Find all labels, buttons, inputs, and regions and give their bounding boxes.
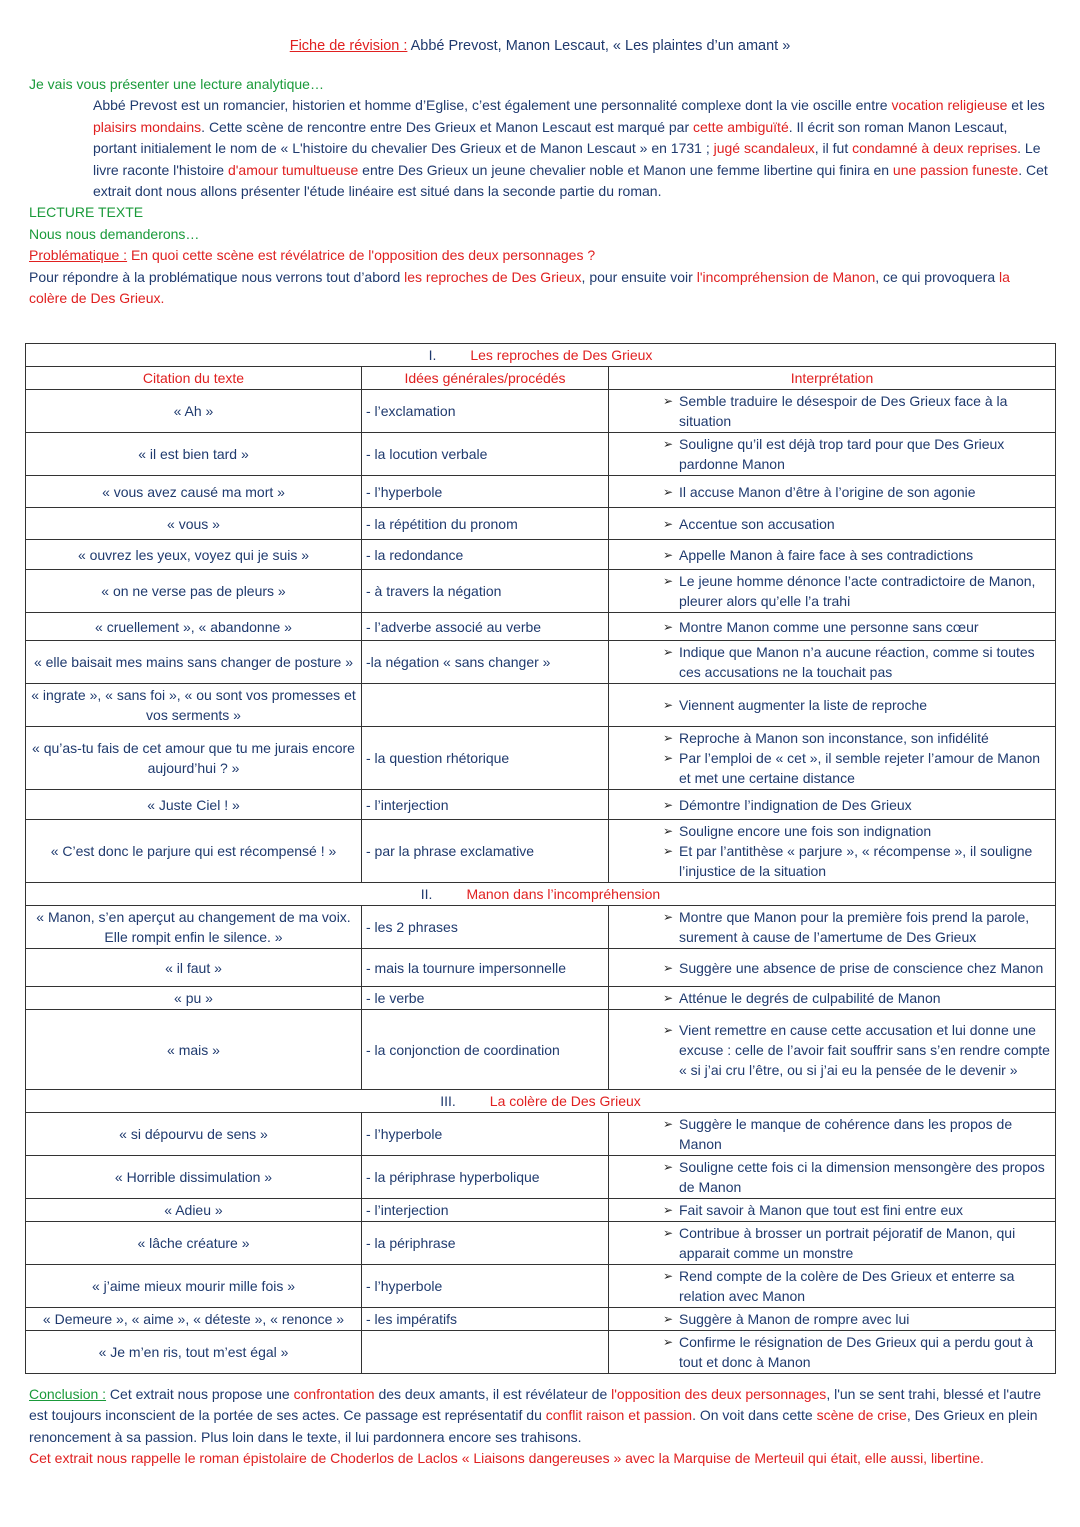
interpretation-bullet	[613, 1200, 1051, 1220]
interpretation-bullet	[613, 1332, 1051, 1372]
citation-cell: « qu’as-tu fais de cet amour que tu me jurais encore aujourd’hui ? »	[26, 727, 362, 790]
citation-cell: « ouvrez les yeux, voyez qui je suis »	[26, 540, 362, 570]
interpretation-text: Viennent augmenter la liste de reproche	[679, 697, 928, 713]
interpretation-bullet	[613, 821, 1051, 841]
interpretation-cell	[609, 508, 1056, 540]
intro-segment: . Cette scène de rencontre entre Des Grieux et Manon Lescaut est marqué par	[201, 118, 693, 135]
arrow-bullet-icon: ➢	[662, 844, 673, 858]
interpretation-text: Suggère le manque de cohérence dans les propos de Manon	[679, 1116, 1013, 1152]
demanderons: Nous nous demanderons…	[29, 225, 200, 242]
arrow-bullet-icon: ➢	[662, 547, 673, 562]
citation-cell: « pu »	[26, 987, 362, 1010]
section-label: La colère de Des Grieux	[489, 1093, 641, 1109]
citation-cell: « ingrate », « sans foi », « ou sont vos promesses et vos serments »	[26, 684, 362, 727]
table-row	[26, 390, 1056, 433]
intro-segment: . Le livre raconte l'histoire	[93, 140, 1041, 178]
arrow-bullet-icon: ➢	[662, 991, 673, 1005]
arrow-bullet-icon: ➢	[662, 484, 673, 499]
table-row	[26, 570, 1056, 613]
interpretation-bullet	[613, 617, 1051, 637]
conclusion-segment: scène de crise	[816, 1407, 907, 1424]
table-row	[26, 1113, 1056, 1156]
intro-paragraph	[29, 95, 1049, 202]
conclusion-segment: . On voit dans cette	[692, 1407, 817, 1424]
table-row	[26, 641, 1056, 684]
section-label: Les reproches de Des Grieux	[470, 347, 653, 363]
procede-cell: - la périphrase hyperbolique	[362, 1156, 609, 1199]
procede-cell: - la locution verbale	[362, 433, 609, 476]
conclusion	[29, 1384, 1049, 1470]
interpretation-bullet	[613, 841, 1051, 881]
problematique	[29, 245, 1049, 266]
intro-segment: , il fut	[814, 140, 853, 157]
table-row	[26, 790, 1056, 820]
intro-segment: cette ambiguïté	[693, 118, 789, 135]
interpretation-bullet	[613, 1223, 1051, 1263]
citation-cell: « vous avez causé ma mort »	[26, 476, 362, 508]
interpretation-bullet	[613, 748, 1051, 788]
procede-cell: - mais la tournure impersonnelle	[362, 949, 609, 987]
intro-segment: jugé scandaleux	[713, 140, 815, 157]
arrow-bullet-icon: ➢	[662, 698, 673, 712]
conclusion-segment: confrontation	[293, 1386, 375, 1402]
intro-segment: une passion funeste	[892, 161, 1019, 178]
table-row	[26, 906, 1056, 949]
procede-cell: - la redondance	[362, 540, 609, 570]
intro-segment: Abbé Prevost est un romancier, historien et homme d’Eglise, c’est également une personnalité complexe dont la vie oscille entre	[93, 97, 892, 114]
plan-segment: l'incompréhension de Manon	[696, 268, 876, 285]
interpretation-bullet	[613, 514, 1051, 534]
arrow-bullet-icon: ➢	[662, 1022, 673, 1037]
table-row	[26, 727, 1056, 790]
arrow-bullet-icon: ➢	[662, 574, 673, 588]
interpretation-cell	[609, 906, 1056, 949]
interpretation-cell	[609, 790, 1056, 820]
interpretation-bullet	[613, 907, 1051, 947]
table-row	[26, 987, 1056, 1010]
citation-cell: « Je m’en ris, tout m’est égal »	[26, 1331, 362, 1374]
interpretation-cell	[609, 1199, 1056, 1222]
interpretation-cell	[609, 570, 1056, 613]
interpretation-bullet	[613, 482, 1051, 502]
citation-cell: « Ah »	[26, 390, 362, 433]
arrow-bullet-icon: ➢	[662, 1203, 673, 1217]
introduction	[29, 74, 1049, 309]
procede-cell: - l’interjection	[362, 1199, 609, 1222]
interpretation-cell	[609, 433, 1056, 476]
title-label: Fiche de révision :	[289, 38, 408, 54]
citation-cell: « il est bien tard »	[26, 433, 362, 476]
arrow-bullet-icon: ➢	[662, 516, 673, 531]
interpretation-cell	[609, 1010, 1056, 1090]
interpretation-text: Confirme le résignation de Des Grieux qui a perdu gout à tout et donc à Manon	[679, 1334, 1034, 1370]
interpretation-bullet	[613, 571, 1051, 611]
arrow-bullet-icon: ➢	[662, 797, 673, 812]
intro-segment: et les	[1007, 97, 1045, 114]
conclusion-segment: , l'un se sent trahi, blessé et l'autre est toujours inconscient de la portée de ses actes. Ce passage est représentatif du	[29, 1386, 1041, 1424]
interpretation-bullet	[613, 1266, 1051, 1306]
interpretation-text: Le jeune homme dénonce l’acte contradictoire de Manon, pleurer alors qu’elle l’a trahi	[679, 573, 1036, 609]
lecture-texte: LECTURE TEXTE	[29, 204, 144, 221]
intro-segment: condamné à deux reprises	[852, 140, 1018, 157]
interpretation-cell	[609, 949, 1056, 987]
arrow-bullet-icon: ➢	[662, 910, 673, 924]
arrow-bullet-icon: ➢	[662, 731, 673, 745]
procede-cell: - l’hyperbole	[362, 476, 609, 508]
table-row	[26, 476, 1056, 508]
interpretation-bullet	[613, 391, 1051, 431]
section-row	[26, 883, 1056, 906]
table-row	[26, 540, 1056, 570]
intro-segment: plaisirs mondains	[93, 118, 202, 135]
conclusion-paragraph	[29, 1384, 1049, 1448]
interpretation-cell	[609, 613, 1056, 641]
citation-cell: « Juste Ciel ! »	[26, 790, 362, 820]
interpretation-text: Souligne cette fois ci la dimension mensongère des propos de Manon	[679, 1159, 1045, 1195]
conclusion-segment: Cet extrait nous propose une	[106, 1386, 294, 1402]
interpretation-text: Montre que Manon pour la première fois prend la parole, surement à cause de l’amertume de Des Grieux	[679, 909, 1030, 945]
table-row	[26, 949, 1056, 987]
analysis-table	[25, 343, 1056, 1374]
interpretation-text: Appelle Manon à faire face à ses contradictions	[679, 546, 974, 563]
section-number: II.	[420, 886, 433, 902]
section-row	[26, 1090, 1056, 1113]
citation-cell: « il faut »	[26, 949, 362, 987]
citation-cell: « Adieu »	[26, 1199, 362, 1222]
interpretation-text: Et par l’antithèse « parjure », « récompense », il souligne l’injustice de la situation	[679, 843, 1033, 879]
arrow-bullet-icon: ➢	[662, 1160, 673, 1174]
citation-cell: « Demeure », « aime », « déteste », « renonce »	[26, 1308, 362, 1331]
procede-cell: - l’hyperbole	[362, 1265, 609, 1308]
section-title	[26, 344, 1056, 367]
table-row	[26, 613, 1056, 641]
interpretation-cell	[609, 1308, 1056, 1331]
section-row	[26, 344, 1056, 367]
interpretation-cell	[609, 1222, 1056, 1265]
interpretation-text: Il accuse Manon d’être à l’origine de son agonie	[679, 483, 976, 500]
interpretation-text: Indique que Manon n’a aucune réaction, comme si toutes ces accusations ne la touchait pas	[679, 644, 1035, 680]
section-label: Manon dans l’incompréhension	[466, 886, 661, 902]
table-row	[26, 1331, 1056, 1374]
column-header-interp: Interprétation	[609, 367, 1056, 390]
interpretation-text: Reproche à Manon son inconstance, son infidélité	[679, 730, 989, 746]
interpretation-text: Suggère à Manon de rompre avec lui	[679, 1311, 910, 1327]
intro-segment: vocation religieuse	[891, 97, 1008, 114]
citation-cell: « elle baisait mes mains sans changer de posture »	[26, 641, 362, 684]
conclusion-segment: l'opposition des deux personnages	[611, 1386, 827, 1402]
header-row	[26, 367, 1056, 390]
arrow-bullet-icon: ➢	[662, 1269, 673, 1283]
interpretation-text: Démontre l’indignation de Des Grieux	[679, 796, 912, 813]
interpretation-cell	[609, 987, 1056, 1010]
interpretation-cell	[609, 684, 1056, 727]
citation-cell: « j’aime mieux mourir mille fois »	[26, 1265, 362, 1308]
procede-cell: - la question rhétorique	[362, 727, 609, 790]
interpretation-text: Vient remettre en cause cette accusation et lui donne une excuse : celle de l’avoir fait souffrir sans s’en rendre compte « si j’ai cru l’être, ou si j’ai eu la pensée de le devenir »	[679, 1021, 1050, 1078]
citation-cell: « Manon, s’en aperçut au changement de ma voix. Elle rompit enfin le silence. »	[26, 906, 362, 949]
page-title	[0, 38, 1080, 54]
citation-cell: « mais »	[26, 1010, 362, 1090]
table-row	[26, 1222, 1056, 1265]
conclusion-label: Conclusion :	[29, 1386, 107, 1402]
plan-segment: la colère de Des Grieux.	[29, 268, 1010, 307]
procede-cell: -la négation « sans changer »	[362, 641, 609, 684]
citation-cell: « cruellement », « abandonne »	[26, 613, 362, 641]
interpretation-text: Atténue le degrés de culpabilité de Manon	[679, 990, 941, 1006]
arrow-bullet-icon: ➢	[662, 619, 673, 634]
intro-segment: d'amour tumultueuse	[227, 161, 359, 178]
interpretation-text: Rend compte de la colère de Des Grieux et enterre sa relation avec Manon	[679, 1268, 1015, 1304]
interpretation-bullet	[613, 1309, 1051, 1329]
interpretation-cell	[609, 476, 1056, 508]
procede-cell: - par la phrase exclamative	[362, 820, 609, 883]
section-title	[26, 883, 1056, 906]
interpretation-cell	[609, 540, 1056, 570]
arrow-bullet-icon: ➢	[662, 751, 673, 765]
interpretation-cell	[609, 1113, 1056, 1156]
plan-segment: , ce qui provoquera	[875, 268, 1000, 285]
procede-cell: - le verbe	[362, 987, 609, 1010]
arrow-bullet-icon: ➢	[662, 960, 673, 975]
interpretation-cell	[609, 820, 1056, 883]
table-row	[26, 1308, 1056, 1331]
title-text: Abbé Prevost, Manon Lescaut, « Les plaintes d’un amant »	[407, 38, 791, 54]
procede-cell	[362, 684, 609, 727]
interpretation-text: Fait savoir à Manon que tout est fini entre eux	[679, 1202, 964, 1218]
conclusion-final: Cet extrait nous rappelle le roman épistolaire de Choderlos de Laclos « Liaisons dangereuses » avec la Marquise de Merteuil qui était, elle aussi, libertine.	[29, 1450, 984, 1467]
interpretation-cell	[609, 1156, 1056, 1199]
plan-segment: les reproches de Des Grieux	[404, 268, 582, 285]
interpretation-bullet	[613, 1020, 1051, 1080]
interpretation-bullet	[613, 728, 1051, 748]
procede-cell	[362, 1331, 609, 1374]
table-row	[26, 433, 1056, 476]
problematique-text: En quoi cette scène est révélatrice de l'opposition des deux personnages ?	[127, 247, 596, 264]
interpretation-bullet	[613, 958, 1051, 978]
procede-cell: - à travers la négation	[362, 570, 609, 613]
arrow-bullet-icon: ➢	[662, 645, 673, 659]
interpretation-bullet	[613, 642, 1051, 682]
interpretation-bullet	[613, 988, 1051, 1008]
citation-cell: « lâche créature »	[26, 1222, 362, 1265]
procede-cell: - les 2 phrases	[362, 906, 609, 949]
interpretation-bullet	[613, 1157, 1051, 1197]
problematique-label: Problématique :	[29, 247, 128, 264]
arrow-bullet-icon: ➢	[662, 394, 673, 408]
procede-cell: - l’adverbe associé au verbe	[362, 613, 609, 641]
interpretation-bullet	[613, 1114, 1051, 1154]
interpretation-bullet	[613, 695, 1051, 715]
interpretation-cell	[609, 1265, 1056, 1308]
arrow-bullet-icon: ➢	[662, 1335, 673, 1349]
citation-cell: « si dépourvu de sens »	[26, 1113, 362, 1156]
section-title	[26, 1090, 1056, 1113]
column-header-citation: Citation du texte	[26, 367, 362, 390]
procede-cell: - la répétition du pronom	[362, 508, 609, 540]
arrow-bullet-icon: ➢	[662, 1312, 673, 1326]
interpretation-text: Suggère une absence de prise de conscience chez Manon	[679, 959, 1044, 976]
interpretation-cell	[609, 1331, 1056, 1374]
interpretation-text: Accentue son accusation	[679, 515, 835, 532]
table-row	[26, 1010, 1056, 1090]
table-row	[26, 1265, 1056, 1308]
procede-cell: - l’exclamation	[362, 390, 609, 433]
interpretation-text: Montre Manon comme une personne sans cœur	[679, 618, 979, 635]
table-row	[26, 820, 1056, 883]
interpretation-bullet	[613, 795, 1051, 815]
intro-segment: . Cet extrait dont nous allons présenter l'étude linéaire est situé dans la seconde partie du roman.	[93, 161, 1048, 200]
citation-cell: « Horrible dissimulation »	[26, 1156, 362, 1199]
interpretation-text: Souligne qu’il est déjà trop tard pour que Des Grieux pardonne Manon	[679, 436, 1005, 472]
interpretation-text: Souligne encore une fois son indignation	[679, 823, 932, 839]
arrow-bullet-icon: ➢	[662, 824, 673, 838]
conclusion-segment: , Des Grieux en plein renoncement à sa passion. Plus loin dans le texte, il lui pardonnera encore ses trahisons.	[29, 1407, 1038, 1445]
column-header-idees: Idées générales/procédés	[362, 367, 609, 390]
table-row	[26, 1199, 1056, 1222]
table-row	[26, 684, 1056, 727]
interpretation-text: Semble traduire le désespoir de Des Grieux face à la situation	[679, 393, 1008, 429]
conclusion-segment: conflit raison et passion	[545, 1407, 693, 1424]
section-number: III.	[440, 1093, 456, 1109]
intro-opening: Je vais vous présenter une lecture analytique…	[29, 76, 324, 92]
procede-cell: - l’hyperbole	[362, 1113, 609, 1156]
citation-cell: « on ne verse pas de pleurs »	[26, 570, 362, 613]
procede-cell: - l’interjection	[362, 790, 609, 820]
plan-segment: , pour ensuite voir	[581, 268, 697, 285]
plan-paragraph	[29, 267, 1049, 310]
citation-cell: « C’est donc le parjure qui est récompensé ! »	[26, 820, 362, 883]
interpretation-bullet	[613, 434, 1051, 474]
arrow-bullet-icon: ➢	[662, 1226, 673, 1240]
table-row	[26, 508, 1056, 540]
interpretation-cell	[609, 641, 1056, 684]
intro-segment: . Il écrit son roman Manon Lescaut, portant initialement le nom de « L'histoire du chevalier Des Grieux et de Manon Lescaut » en 1731 ;	[93, 118, 1008, 157]
citation-cell: « vous »	[26, 508, 362, 540]
interpretation-text: Par l’emploi de « cet », il semble rejeter l’amour de Manon et met une certaine distance	[679, 750, 1041, 786]
conclusion-segment: des deux amants, il est révélateur de	[374, 1386, 612, 1402]
arrow-bullet-icon: ➢	[662, 437, 673, 451]
arrow-bullet-icon: ➢	[662, 1117, 673, 1131]
procede-cell: - la périphrase	[362, 1222, 609, 1265]
interpretation-bullet	[613, 545, 1051, 565]
section-number: I.	[428, 347, 437, 363]
procede-cell: - la conjonction de coordination	[362, 1010, 609, 1090]
interpretation-cell	[609, 727, 1056, 790]
interpretation-cell	[609, 390, 1056, 433]
plan-segment: Pour répondre à la problématique nous verrons tout d’abord	[29, 268, 405, 285]
intro-segment: entre Des Grieux un jeune chevalier noble et Manon une femme libertine qui finira en	[358, 161, 893, 178]
interpretation-text: Contribue à brosser un portrait péjoratif de Manon, qui apparait comme un monstre	[679, 1225, 1016, 1261]
procede-cell: - les impératifs	[362, 1308, 609, 1331]
table-row	[26, 1156, 1056, 1199]
